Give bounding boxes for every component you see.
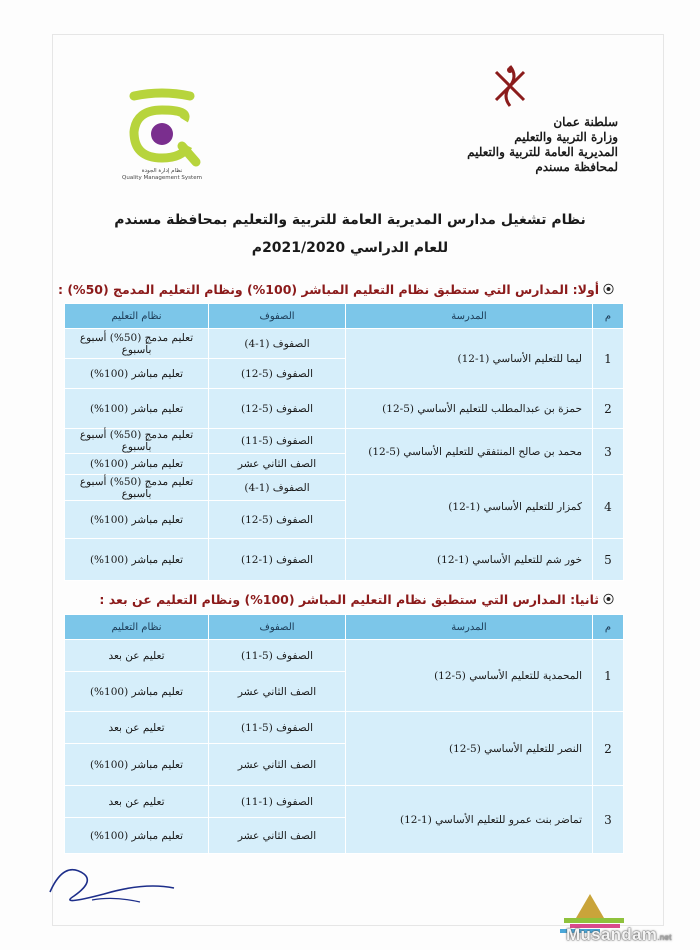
row-number: 2 [593,712,624,786]
direct-blended-schools-table [64,303,624,581]
school-name: كمزار للتعليم الأساسي (1-12) [346,475,593,539]
quality-logo-caption [108,168,216,182]
ministry-line: المديرية العامة للتربية والتعليم [467,145,618,159]
table-row [65,429,624,454]
system-cell: تعليم مباشر (100%) [65,744,209,786]
document-title: نظام تشغيل مدارس المديرية العامة للتربية والتعليم بمحافظة مسندم [114,212,586,228]
column-header-classes: الصفوف [209,304,346,329]
system-cell: تعليم عن بعد [65,640,209,672]
watermark-suffix: .net [657,933,672,942]
system-cell: تعليم مباشر (100%) [65,389,209,429]
system-cell: تعليم مدمج (50%) أسبوع بأسبوع [65,475,209,501]
classes-cell: الصفوف (5-11) [209,429,346,454]
classes-cell: الصفوف (5-11) [209,640,346,672]
watermark-site: Musandam [566,925,658,944]
table-header-row [65,304,624,329]
academic-year-title: للعام الدراسي 2021/2020م [251,240,449,256]
row-number: 1 [593,640,624,712]
column-header-number: م [593,615,624,640]
table-header-row [65,615,624,640]
direct-remote-schools-table [64,614,624,854]
row-number: 3 [593,786,624,854]
section1-heading-text: أولا: المدارس التي ستطبق نظام التعليم المباشر (100%) ونظام التعليم المدمج (50%) : [57,281,599,297]
table-row [65,389,624,429]
row-number: 3 [593,429,624,475]
school-name: المحمدية للتعليم الأساسي (5-12) [346,640,593,712]
column-header-system: نظام التعليم [65,304,209,329]
section2-heading [99,591,614,607]
row-number: 2 [593,389,624,429]
ministry-line: سلطنة عمان [553,115,618,129]
school-name: حمزة بن عبدالمطلب للتعليم الأساسي (5-12) [346,389,593,429]
school-name: النصر للتعليم الأساسي (5-12) [346,712,593,786]
classes-cell: الصفوف (5-12) [209,389,346,429]
column-header-school: المدرسة [346,304,593,329]
school-name: خور شم للتعليم الأساسي (1-12) [346,539,593,581]
system-cell: تعليم مباشر (100%) [65,454,209,475]
classes-cell: الصف الثاني عشر [209,818,346,854]
ministry-line: لمحافظة مسندم [535,160,618,174]
table-row [65,786,624,818]
column-header-classes: الصفوف [209,615,346,640]
classes-cell: الصفوف (1-4) [209,475,346,501]
watermark-text [566,925,672,945]
quality-caption-arabic: نظام إدارة الجودة [141,168,183,174]
row-number: 4 [593,475,624,539]
oman-emblem-icon [488,62,532,110]
system-cell: تعليم مباشر (100%) [65,359,209,389]
system-cell: تعليم مدمج (50%) أسبوع بأسبوع [65,429,209,454]
section2-heading-text: ثانيا: المدارس التي ستطبق نظام التعليم المباشر (100%) ونظام التعليم عن بعد : [99,591,599,607]
classes-cell: الصفوف (1-12) [209,539,346,581]
classes-cell: الصفوف (5-11) [209,712,346,744]
table-row [65,640,624,672]
table-row [65,539,624,581]
classes-cell: الصفوف (1-4) [209,329,346,359]
classes-cell: الصفوف (1-11) [209,786,346,818]
table-row [65,475,624,501]
column-header-system: نظام التعليم [65,615,209,640]
column-header-school: المدرسة [346,615,593,640]
classes-cell: الصف الثاني عشر [209,454,346,475]
row-number: 5 [593,539,624,581]
ministry-header [398,115,618,175]
system-cell: تعليم مباشر (100%) [65,539,209,581]
bullet-icon: ⦿ [603,283,614,296]
system-cell: تعليم عن بعد [65,786,209,818]
school-name: تماضر بنت عمرو للتعليم الأساسي (1-12) [346,786,593,854]
system-cell: تعليم مباشر (100%) [65,672,209,712]
quality-caption-english: Quality Management System [122,175,202,181]
bullet-icon: ⦿ [603,593,614,606]
table-row [65,712,624,744]
column-header-number: م [593,304,624,329]
classes-cell: الصف الثاني عشر [209,672,346,712]
ministry-line: وزارة التربية والتعليم [514,130,618,144]
table-row [65,329,624,359]
signature-scribble [44,852,184,912]
system-cell: تعليم مباشر (100%) [65,818,209,854]
system-cell: تعليم عن بعد [65,712,209,744]
classes-cell: الصفوف (5-12) [209,501,346,539]
system-cell: تعليم مباشر (100%) [65,501,209,539]
section1-heading [58,281,614,297]
school-name: محمد بن صالح المنتفقي للتعليم الأساسي (5-12) [346,429,593,475]
row-number: 1 [593,329,624,389]
school-name: ليما للتعليم الأساسي (1-12) [346,329,593,389]
classes-cell: الصف الثاني عشر [209,744,346,786]
classes-cell: الصفوف (5-12) [209,359,346,389]
system-cell: تعليم مدمج (50%) أسبوع بأسبوع [65,329,209,359]
